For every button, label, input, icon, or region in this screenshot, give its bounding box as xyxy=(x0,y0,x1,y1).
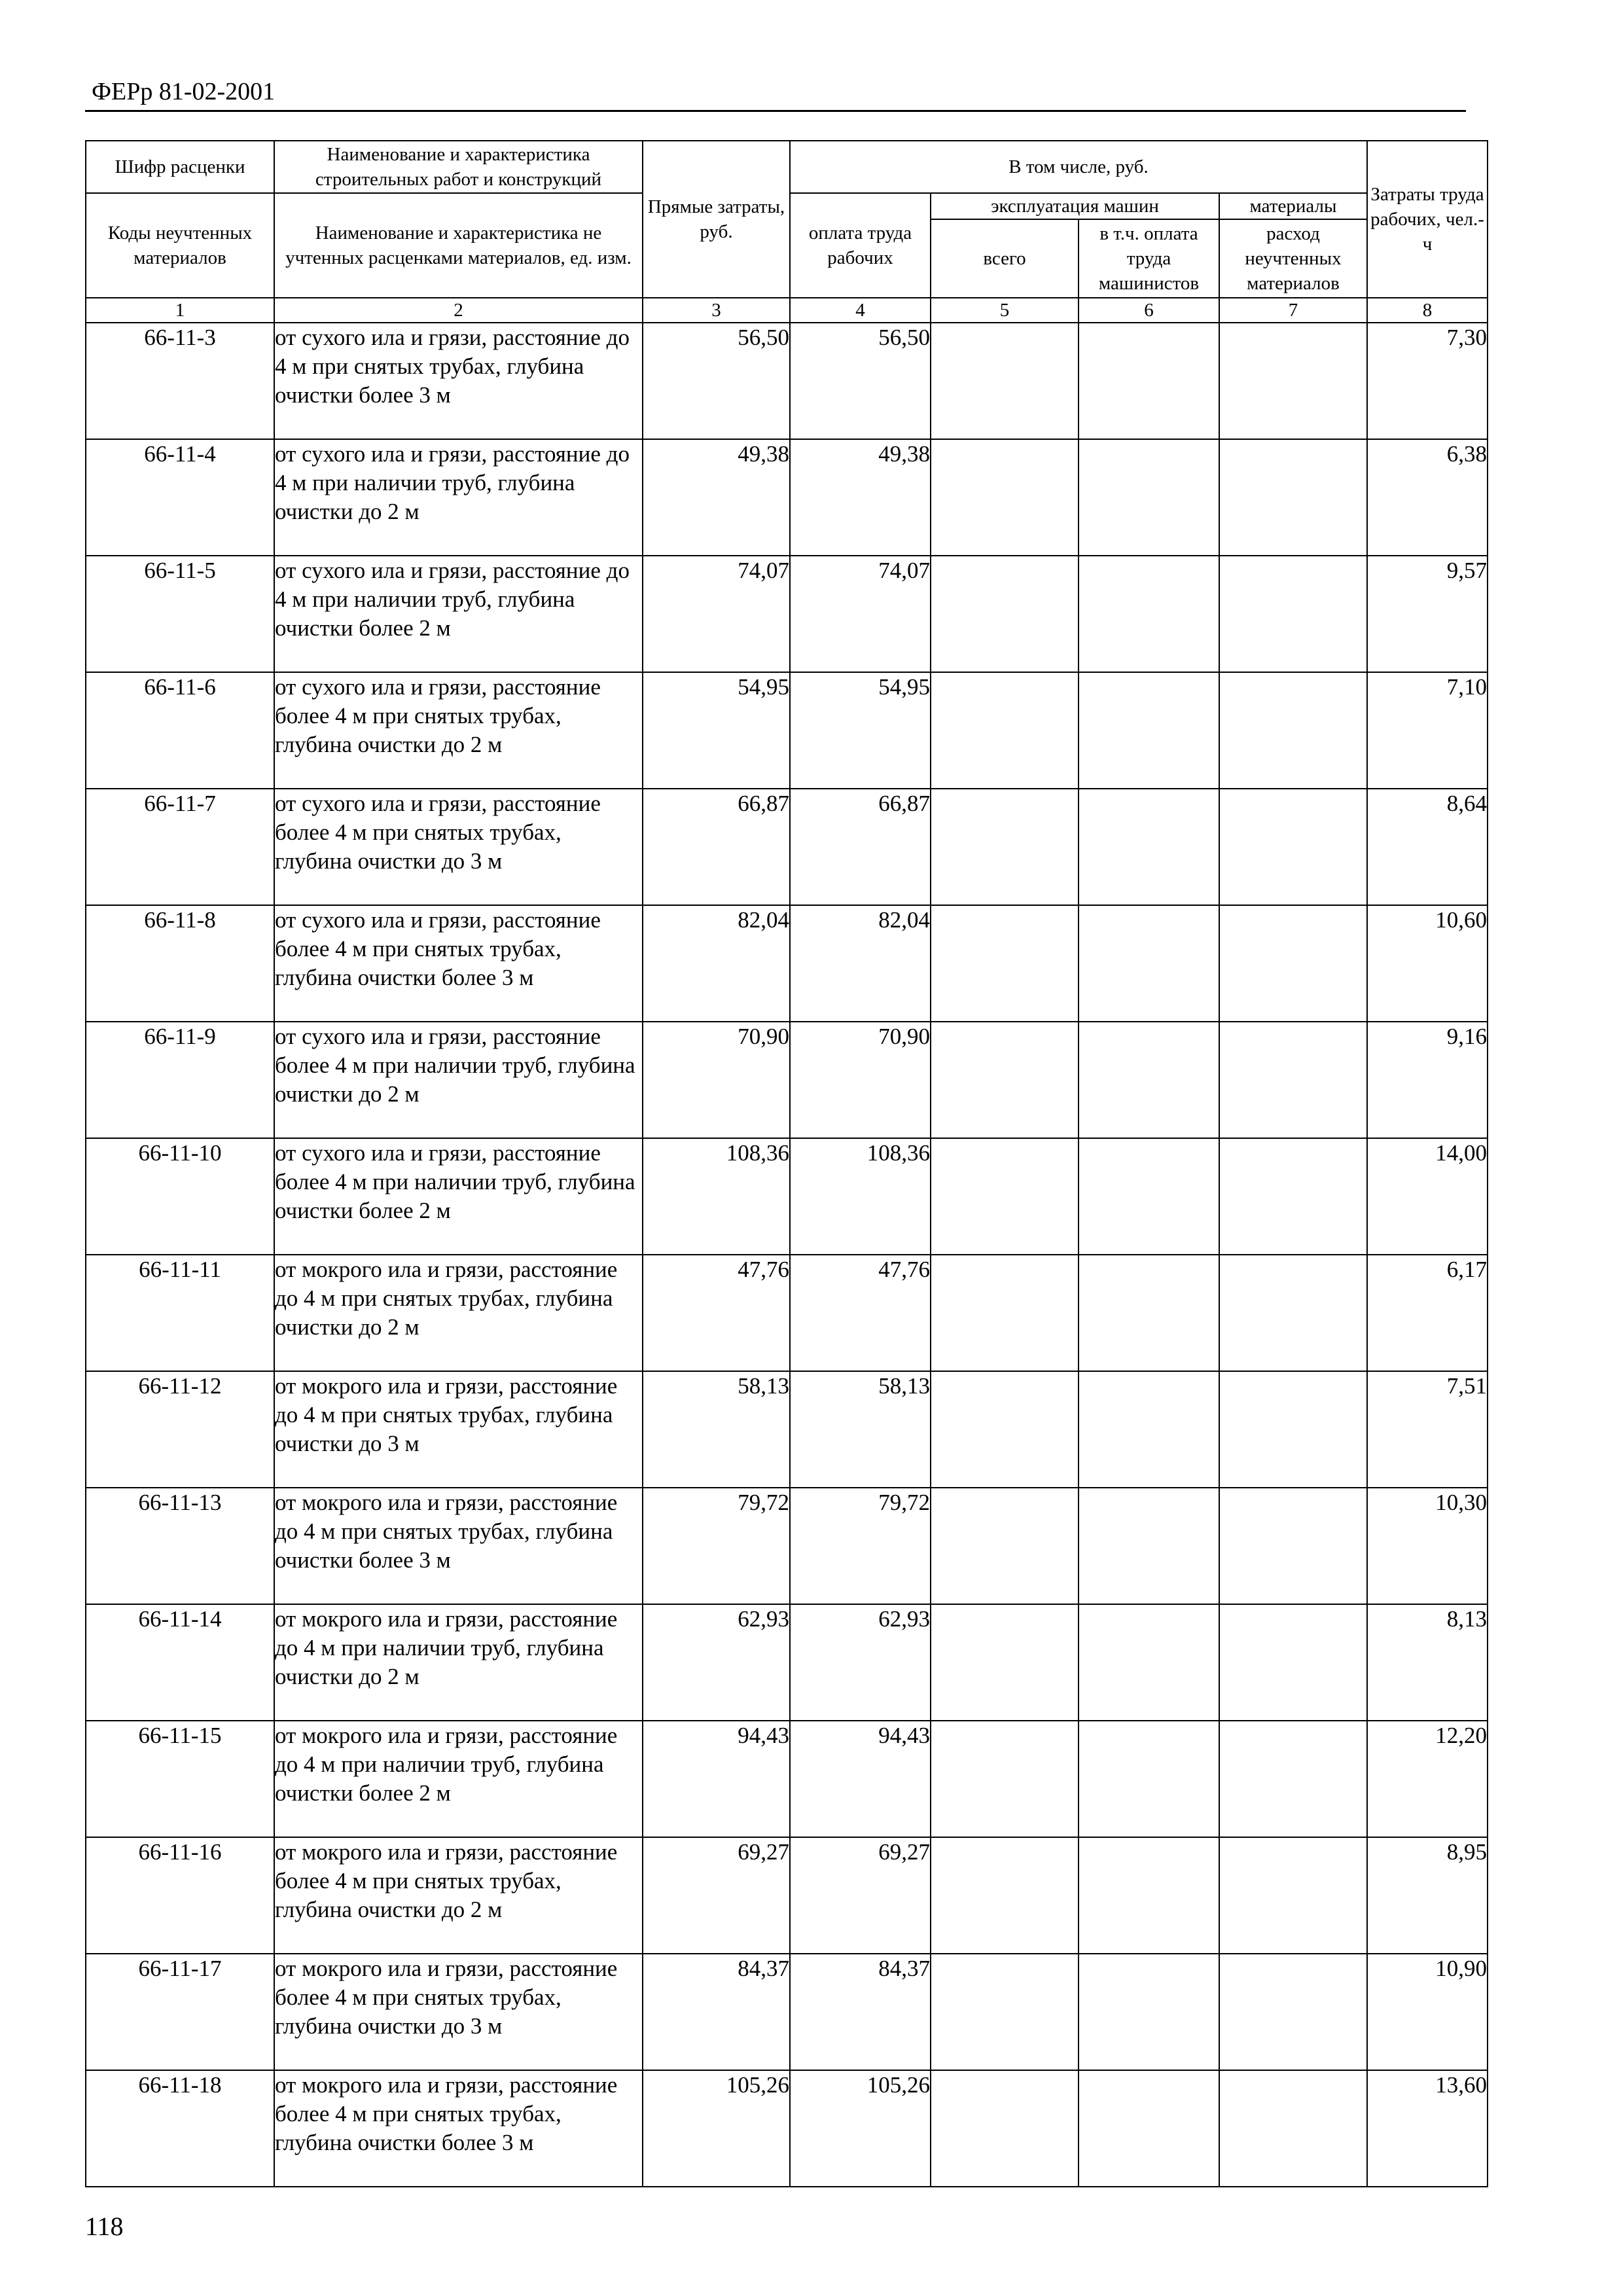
machine-total-cell xyxy=(931,905,1079,1022)
machinist-wages-cell xyxy=(1079,323,1219,439)
machinist-wages-cell xyxy=(1079,1255,1219,1371)
table-row xyxy=(86,1721,1488,1837)
materials-cell xyxy=(1219,1488,1367,1604)
machinist-wages-cell xyxy=(1079,1488,1219,1604)
work-description: от мокрого ила и грязи, расстояние до 4 м при наличии труб, глубина очистки более 2 м xyxy=(274,1721,643,1837)
rates-table-body xyxy=(86,323,1488,2187)
worker-wages: 108,36 xyxy=(790,1138,931,1255)
table-row xyxy=(86,1371,1488,1488)
work-description: от сухого ила и грязи, расстояние до 4 м при наличии труб, глубина очистки до 2 м xyxy=(274,439,643,556)
table-row xyxy=(86,1255,1488,1371)
rate-code: 66-11-5 xyxy=(86,556,274,672)
worker-wages: 49,38 xyxy=(790,439,931,556)
header-unaccounted-name: Наименование и характеристика не учтенных расценками материалов, ед. изм. xyxy=(274,193,643,298)
rate-code: 66-11-11 xyxy=(86,1255,274,1371)
labor-costs: 10,30 xyxy=(1367,1488,1488,1604)
machine-total-cell xyxy=(931,556,1079,672)
machine-total-cell xyxy=(931,1604,1079,1721)
direct-costs: 74,07 xyxy=(643,556,790,672)
labor-costs: 10,90 xyxy=(1367,1954,1488,2070)
direct-costs: 105,26 xyxy=(643,2070,790,2187)
materials-cell xyxy=(1219,1604,1367,1721)
machinist-wages-cell xyxy=(1079,1721,1219,1837)
labor-costs: 6,17 xyxy=(1367,1255,1488,1371)
materials-cell xyxy=(1219,1954,1367,2070)
table-row xyxy=(86,672,1488,789)
machinist-wages-cell xyxy=(1079,439,1219,556)
header-name: Наименование и характеристика строительных работ и конструкций xyxy=(274,141,643,193)
materials-cell xyxy=(1219,905,1367,1022)
worker-wages: 79,72 xyxy=(790,1488,931,1604)
rate-code: 66-11-14 xyxy=(86,1604,274,1721)
rates-table xyxy=(85,140,1488,2187)
header-including: В том числе, руб. xyxy=(790,141,1367,193)
column-number: 5 xyxy=(931,298,1079,323)
materials-cell xyxy=(1219,1022,1367,1138)
table-row xyxy=(86,1022,1488,1138)
labor-costs: 8,95 xyxy=(1367,1837,1488,1954)
materials-cell xyxy=(1219,2070,1367,2187)
table-row xyxy=(86,439,1488,556)
machine-total-cell xyxy=(931,1954,1079,2070)
rate-code: 66-11-3 xyxy=(86,323,274,439)
work-description: от мокрого ила и грязи, расстояние до 4 м при снятых трубах, глубина очистки до 2 м xyxy=(274,1255,643,1371)
machine-total-cell xyxy=(931,1371,1079,1488)
table-row xyxy=(86,1604,1488,1721)
work-description: от сухого ила и грязи, расстояние до 4 м при снятых трубах, глубина очистки более 3 м xyxy=(274,323,643,439)
worker-wages: 54,95 xyxy=(790,672,931,789)
table-row xyxy=(86,323,1488,439)
work-description: от мокрого ила и грязи, расстояние до 4 м при снятых трубах, глубина очистки более 3 м xyxy=(274,1488,643,1604)
worker-wages: 47,76 xyxy=(790,1255,931,1371)
materials-cell xyxy=(1219,1255,1367,1371)
work-description: от сухого ила и грязи, расстояние более 4 м при снятых трубах, глубина очистки до 2 м xyxy=(274,672,643,789)
work-description: от мокрого ила и грязи, расстояние более 4 м при снятых трубах, глубина очистки до 2 м xyxy=(274,1837,643,1954)
table-row xyxy=(86,556,1488,672)
labor-costs: 8,64 xyxy=(1367,789,1488,905)
materials-cell xyxy=(1219,1721,1367,1837)
labor-costs: 7,51 xyxy=(1367,1371,1488,1488)
rate-code: 66-11-15 xyxy=(86,1721,274,1837)
work-description: от мокрого ила и грязи, расстояние более 4 м при снятых трубах, глубина очистки до 3 м xyxy=(274,1954,643,2070)
machine-total-cell xyxy=(931,672,1079,789)
header-rule xyxy=(85,110,1466,112)
work-description: от сухого ила и грязи, расстояние более 4 м при снятых трубах, глубина очистки более 3 м xyxy=(274,905,643,1022)
materials-cell xyxy=(1219,789,1367,905)
labor-costs: 7,10 xyxy=(1367,672,1488,789)
direct-costs: 66,87 xyxy=(643,789,790,905)
materials-cell xyxy=(1219,672,1367,789)
header-machine-total: всего xyxy=(931,219,1079,298)
machinist-wages-cell xyxy=(1079,556,1219,672)
machine-total-cell xyxy=(931,1022,1079,1138)
direct-costs: 54,95 xyxy=(643,672,790,789)
machinist-wages-cell xyxy=(1079,1837,1219,1954)
machinist-wages-cell xyxy=(1079,1954,1219,2070)
header-materials: материалы xyxy=(1219,193,1367,219)
rate-code: 66-11-6 xyxy=(86,672,274,789)
table-row xyxy=(86,1954,1488,2070)
table-row xyxy=(86,1837,1488,1954)
labor-costs: 8,13 xyxy=(1367,1604,1488,1721)
rate-code: 66-11-12 xyxy=(86,1371,274,1488)
labor-costs: 6,38 xyxy=(1367,439,1488,556)
worker-wages: 94,43 xyxy=(790,1721,931,1837)
worker-wages: 84,37 xyxy=(790,1954,931,2070)
direct-costs: 49,38 xyxy=(643,439,790,556)
machine-total-cell xyxy=(931,1138,1079,1255)
machine-total-cell xyxy=(931,439,1079,556)
machinist-wages-cell xyxy=(1079,672,1219,789)
materials-cell xyxy=(1219,439,1367,556)
machinist-wages-cell xyxy=(1079,1371,1219,1488)
machinist-wages-cell xyxy=(1079,905,1219,1022)
work-description: от сухого ила и грязи, расстояние более 4 м при наличии труб, глубина очистки более 2 м xyxy=(274,1138,643,1255)
machine-total-cell xyxy=(931,1255,1079,1371)
table-row xyxy=(86,1488,1488,1604)
materials-cell xyxy=(1219,323,1367,439)
rate-code: 66-11-10 xyxy=(86,1138,274,1255)
machinist-wages-cell xyxy=(1079,1022,1219,1138)
column-number: 7 xyxy=(1219,298,1367,323)
direct-costs: 62,93 xyxy=(643,1604,790,1721)
direct-costs: 94,43 xyxy=(643,1721,790,1837)
direct-costs: 69,27 xyxy=(643,1837,790,1954)
header-direct-costs: Прямые затраты, руб. xyxy=(643,141,790,298)
rate-code: 66-11-8 xyxy=(86,905,274,1022)
worker-wages: 70,90 xyxy=(790,1022,931,1138)
materials-cell xyxy=(1219,1138,1367,1255)
worker-wages: 66,87 xyxy=(790,789,931,905)
labor-costs: 9,16 xyxy=(1367,1022,1488,1138)
direct-costs: 47,76 xyxy=(643,1255,790,1371)
machine-total-cell xyxy=(931,323,1079,439)
machinist-wages-cell xyxy=(1079,1604,1219,1721)
rate-code: 66-11-7 xyxy=(86,789,274,905)
direct-costs: 84,37 xyxy=(643,1954,790,2070)
labor-costs: 13,60 xyxy=(1367,2070,1488,2187)
header-machine-operation: эксплуатация машин xyxy=(931,193,1219,219)
column-number: 2 xyxy=(274,298,643,323)
work-description: от мокрого ила и грязи, расстояние более 4 м при снятых трубах, глубина очистки более 3 м xyxy=(274,2070,643,2187)
header-wages: оплата труда рабочих xyxy=(790,193,931,298)
worker-wages: 56,50 xyxy=(790,323,931,439)
work-description: от сухого ила и грязи, расстояние более 4 м при наличии труб, глубина очистки до 2 м xyxy=(274,1022,643,1138)
rate-code: 66-11-13 xyxy=(86,1488,274,1604)
rate-code: 66-11-16 xyxy=(86,1837,274,1954)
machine-total-cell xyxy=(931,1488,1079,1604)
materials-cell xyxy=(1219,1371,1367,1488)
labor-costs: 10,60 xyxy=(1367,905,1488,1022)
materials-cell xyxy=(1219,1837,1367,1954)
machine-total-cell xyxy=(931,789,1079,905)
direct-costs: 108,36 xyxy=(643,1138,790,1255)
direct-costs: 70,90 xyxy=(643,1022,790,1138)
labor-costs: 14,00 xyxy=(1367,1138,1488,1255)
rate-code: 66-11-9 xyxy=(86,1022,274,1138)
table-row xyxy=(86,1138,1488,1255)
machinist-wages-cell xyxy=(1079,789,1219,905)
labor-costs: 7,30 xyxy=(1367,323,1488,439)
rate-code: 66-11-17 xyxy=(86,1954,274,2070)
work-description: от сухого ила и грязи, расстояние более 4 м при снятых трубах, глубина очистки до 3 м xyxy=(274,789,643,905)
document-header: ФЕРр 81-02-2001 xyxy=(92,78,276,105)
machinist-wages-cell xyxy=(1079,2070,1219,2187)
worker-wages: 58,13 xyxy=(790,1371,931,1488)
worker-wages: 105,26 xyxy=(790,2070,931,2187)
header-labor-costs: Затраты труда рабочих, чел.-ч xyxy=(1367,141,1488,298)
header-unaccounted-consumption: расход неучтенных материалов xyxy=(1219,219,1367,298)
labor-costs: 9,57 xyxy=(1367,556,1488,672)
column-number: 6 xyxy=(1079,298,1219,323)
table-row xyxy=(86,2070,1488,2187)
work-description: от мокрого ила и грязи, расстояние до 4 м при наличии труб, глубина очистки до 2 м xyxy=(274,1604,643,1721)
header-unaccounted-codes: Коды неучтенных материалов xyxy=(86,193,274,298)
labor-costs: 12,20 xyxy=(1367,1721,1488,1837)
machine-total-cell xyxy=(931,1721,1079,1837)
direct-costs: 56,50 xyxy=(643,323,790,439)
work-description: от сухого ила и грязи, расстояние до 4 м при наличии труб, глубина очистки более 2 м xyxy=(274,556,643,672)
column-number: 4 xyxy=(790,298,931,323)
page-number: 118 xyxy=(85,2212,124,2241)
header-code: Шифр расценки xyxy=(86,141,274,193)
worker-wages: 62,93 xyxy=(790,1604,931,1721)
worker-wages: 69,27 xyxy=(790,1837,931,1954)
machine-total-cell xyxy=(931,1837,1079,1954)
rate-code: 66-11-18 xyxy=(86,2070,274,2187)
table-row xyxy=(86,905,1488,1022)
machinist-wages-cell xyxy=(1079,1138,1219,1255)
direct-costs: 58,13 xyxy=(643,1371,790,1488)
column-number: 1 xyxy=(86,298,274,323)
direct-costs: 82,04 xyxy=(643,905,790,1022)
column-number: 3 xyxy=(643,298,790,323)
table-row xyxy=(86,789,1488,905)
materials-cell xyxy=(1219,556,1367,672)
column-number: 8 xyxy=(1367,298,1488,323)
rate-code: 66-11-4 xyxy=(86,439,274,556)
header-machinist-wages: в т.ч. оплата труда машинистов xyxy=(1079,219,1219,298)
direct-costs: 79,72 xyxy=(643,1488,790,1604)
work-description: от мокрого ила и грязи, расстояние до 4 м при снятых трубах, глубина очистки до 3 м xyxy=(274,1371,643,1488)
machine-total-cell xyxy=(931,2070,1079,2187)
worker-wages: 82,04 xyxy=(790,905,931,1022)
worker-wages: 74,07 xyxy=(790,556,931,672)
